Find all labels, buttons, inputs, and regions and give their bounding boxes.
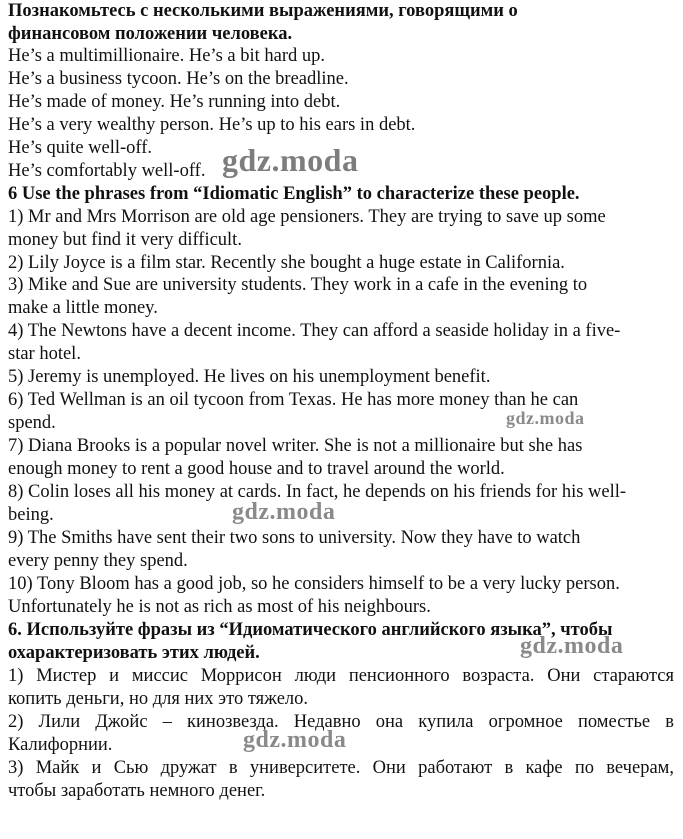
watermark: gdz.moda: [222, 142, 359, 178]
phrase-line: He’s a business tycoon. He’s on the breadline.: [8, 69, 349, 89]
exercise-en-line: every penny they spend.: [8, 551, 188, 571]
intro-heading-line-2: финансовом положении человека.: [8, 24, 293, 44]
exercise-en-line: spend.: [8, 413, 56, 433]
exercise-en-line: enough money to rent a good house and to travel around the world.: [8, 459, 505, 479]
exercise-ru-line: копить деньги, но для них это тяжело.: [8, 689, 309, 709]
exercise-ru-line: Калифорнии.: [8, 735, 113, 755]
exercise-ru-heading-line-1: 6. Используйте фразы из “Идиоматического английского языка”, чтобы: [8, 620, 613, 640]
exercise-en-line: 8) Colin loses all his money at cards. In fact, he depends on his friends for his well-: [8, 482, 627, 502]
phrase-line: He’s a very wealthy person. He’s up to his ears in debt.: [8, 115, 416, 135]
exercise-en-line: 10) Tony Bloom has a good job, so he considers himself to be a very lucky person.: [8, 574, 620, 594]
phrase-line: He’s comfortably well-off.: [8, 161, 206, 181]
exercise-ru-line: 3) Майк и Сью дружат в университете. Они работают в кафе по вечерам,: [8, 758, 674, 778]
exercise-en-line: 1) Mr and Mrs Morrison are old age pensioners. They are trying to save up some: [8, 207, 606, 227]
exercise-en-line: 9) The Smiths have sent their two sons to university. Now they have to watch: [8, 528, 581, 548]
exercise-en-line: Unfortunately he is not as rich as most of his neighbours.: [8, 597, 431, 617]
exercise-en-line: star hotel.: [8, 344, 81, 364]
exercise-ru-line: 1) Мистер и миссис Моррисон люди пенсионного возраста. Они стараются: [8, 666, 674, 686]
watermark: gdz.moda: [232, 499, 336, 525]
watermark: gdz.moda: [243, 727, 347, 753]
exercise-en-line: 6) Ted Wellman is an oil tycoon from Texas. He has more money than he can: [8, 390, 579, 410]
watermark: gdz.moda: [520, 633, 624, 659]
phrase-line: He’s made of money. He’s running into debt.: [8, 92, 341, 112]
exercise-en-line: being.: [8, 505, 54, 525]
phrase-line: He’s a multimillionaire. He’s a bit hard up.: [8, 46, 326, 66]
exercise-en-line: 5) Jeremy is unemployed. He lives on his unemployment benefit.: [8, 367, 491, 387]
exercise-en-heading: 6 Use the phrases from “Idiomatic English” to characterize these people.: [8, 184, 580, 204]
exercise-en-line: 4) The Newtons have a decent income. They can afford a seaside holiday in a five-: [8, 321, 621, 341]
exercise-ru-heading-line-2: охарактеризовать этих людей.: [8, 643, 260, 663]
exercise-en-line: make a little money.: [8, 298, 158, 318]
exercise-ru-line: чтобы заработать немного денег.: [8, 781, 266, 801]
exercise-en-line: 3) Mike and Sue are university students. They work in a cafe in the evening to: [8, 275, 588, 295]
watermark: gdz.moda: [506, 408, 585, 428]
exercise-en-line: money but find it very difficult.: [8, 230, 242, 250]
exercise-en-line: 7) Diana Brooks is a popular novel writer. She is not a millionaire but she has: [8, 436, 583, 456]
exercise-en-line: 2) Lily Joyce is a film star. Recently she bought a huge estate in California.: [8, 253, 565, 273]
exercise-ru-line: 2) Лили Джойс – кинозвезда. Недавно она купила огромное поместье в: [8, 712, 674, 732]
phrase-line: He’s quite well-off.: [8, 138, 153, 158]
intro-heading-line-1: Познакомьтесь с несколькими выражениями, говорящими о: [8, 1, 518, 21]
